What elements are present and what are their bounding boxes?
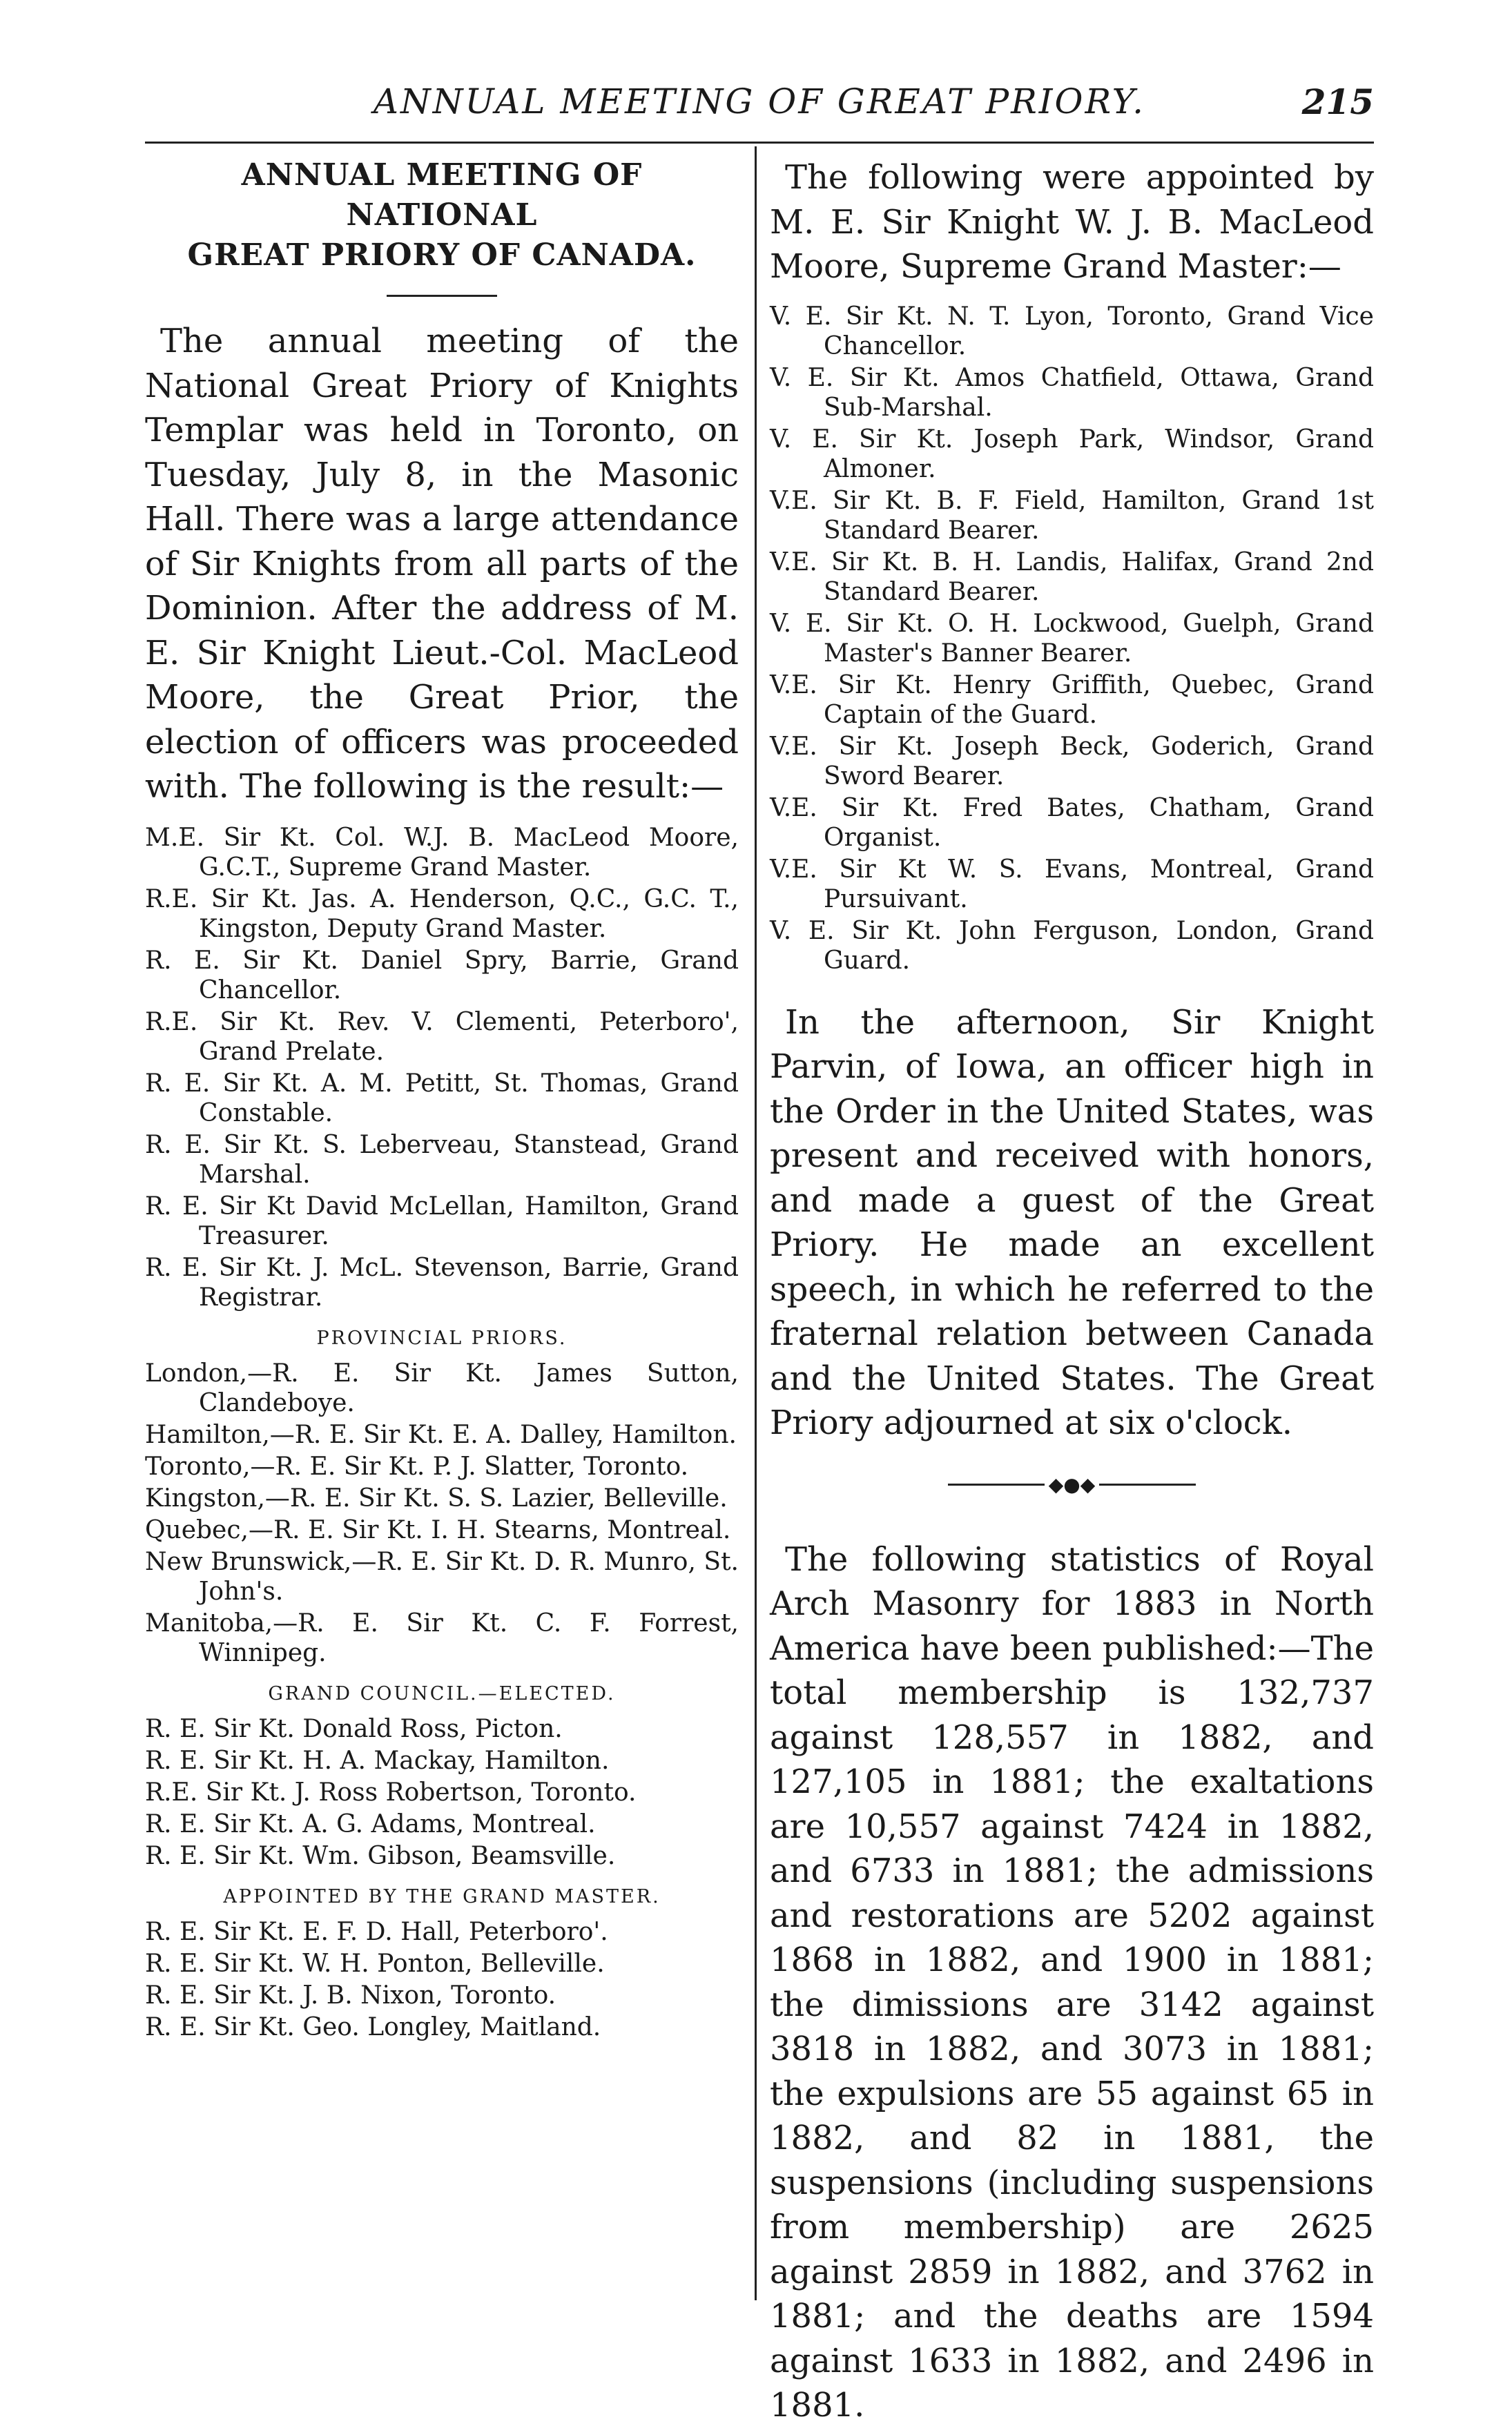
right-column (770, 155, 1374, 2428)
grand-council-heading: GRAND COUNCIL.—ELECTED. (268, 1682, 616, 1705)
appointed-entry: R. E. Sir Kt. J. B. Nixon, Toronto. (145, 1981, 556, 2010)
article-heading-line2: GREAT PRIORY OF CANADA. (187, 237, 697, 273)
provincial-entry: London,—R. E. Sir Kt. James Sutton, Clandeboye. (145, 1359, 739, 1417)
appointed-officer-entry: V.E. Sir Kt. B. H. Landis, Halifax, Grand 2nd Standard Bearer. (770, 547, 1374, 606)
provincial-priors-heading: PROVINCIAL PRIORS. (316, 1327, 568, 1349)
provincial-entry: Manitoba,—R. E. Sir Kt. C. F. Forrest, Winnipeg. (145, 1609, 739, 1667)
appointed-officer-entry: V.E. Sir Kt. Joseph Beck, Goderich, Grand Sword Bearer. (770, 732, 1374, 790)
appointed-entry: R. E. Sir Kt. W. H. Ponton, Belleville. (145, 1949, 605, 1978)
appointed-officers-list (770, 302, 1374, 975)
council-entry: R. E. Sir Kt. A. G. Adams, Montreal. (145, 1809, 596, 1838)
running-title: ANNUAL MEETING OF GREAT PRIORY. (373, 81, 1146, 122)
appointed-officer-entry: V. E. Sir Kt. Amos Chatfield, Ottawa, Grand Sub-Marshal. (770, 363, 1374, 422)
provincial-list (145, 1359, 739, 1668)
officer-entry: R. E. Sir Kt David McLellan, Hamilton, Grand Treasurer. (145, 1192, 739, 1250)
appointed-officer-entry: V. E. Sir Kt. O. H. Lockwood, Guelph, Grand Master's Banner Bearer. (770, 609, 1374, 668)
provincial-entry: New Brunswick,—R. E. Sir Kt. D. R. Munro, St. John's. (145, 1547, 739, 1606)
article-heading (145, 155, 739, 275)
appointments-intro: The following were appointed by M. E. Sir Knight W. J. B. MacLeod Moore, Supreme Grand Master:— (770, 158, 1374, 286)
council-entry: R.E. Sir Kt. J. Ross Robertson, Toronto. (145, 1778, 637, 1807)
page-number: 215 (1301, 81, 1374, 122)
officer-entry: R. E. Sir Kt. A. M. Petitt, St. Thomas, Grand Constable. (145, 1069, 739, 1127)
council-list (145, 1714, 739, 1871)
provincial-entry: Kingston,—R. E. Sir Kt. S. S. Lazier, Belleville. (145, 1484, 728, 1513)
appointed-entry: R. E. Sir Kt. Geo. Longley, Maitland. (145, 2012, 601, 2041)
left-column (145, 155, 739, 2044)
article-heading-line1: ANNUAL MEETING OF NATIONAL (241, 157, 643, 233)
article-intro: The annual meeting of the National Great Priory of Knights Templar was held in Toronto, on Tuesday, July 8, in the Masonic Hall. There was a large attendance of Sir Knights from all parts of the Dominion. After the address of M. E. Sir Knight Lieut.-Col. MacLeod Moore, the Great Prior, the election of officers was proceeded with. The following is the result:— (145, 322, 739, 806)
ornament: ◆●◆ (1048, 1473, 1096, 1496)
officer-entry: M.E. Sir Kt. Col. W.J. B. MacLeod Moore, G.C.T., Supreme Grand Master. (145, 823, 739, 882)
appointed-heading: APPOINTED BY THE GRAND MASTER. (223, 1885, 661, 1907)
officer-entry: R.E. Sir Kt. Rev. V. Clementi, Peterboro', Grand Prelate. (145, 1007, 739, 1066)
provincial-entry: Toronto,—R. E. Sir Kt. P. J. Slatter, Toronto. (145, 1452, 689, 1481)
heading-dash (387, 295, 497, 297)
statistics-paragraph: The following statistics of Royal Arch Masonry for 1883 in North America have been published:—The total membership is 132,737 against 128,557 in 1882, and 127,105 in 1881; the exaltations are 10,557 against 7424 in 1882, and 6733 in 1881; the admissions and restorations are 5202 against 1868 in 1882, and 1900 in 1881; the dimissions are 3142 against 3818 in 1882, and 3073 in 1881; the expulsions are 55 against 65 in 1882, and 82 in 1881, the suspensions (including suspensions from membership) are 2625 against 2859 in 1882, and 3762 in 1881; and the deaths are 1594 against 1633 in 1882, and 2496 in 1881. (770, 1540, 1374, 2425)
section-separator (770, 1473, 1374, 1496)
officer-entry: R. E. Sir Kt. S. Leberveau, Stanstead, Grand Marshal. (145, 1130, 739, 1189)
appointed-list (145, 1917, 739, 2042)
council-entry: R. E. Sir Kt. Donald Ross, Picton. (145, 1714, 563, 1743)
running-header (145, 81, 1374, 130)
appointed-officer-entry: V.E. Sir Kt. Fred Bates, Chatham, Grand Organist. (770, 793, 1374, 852)
appointed-officer-entry: V. E. Sir Kt. N. T. Lyon, Toronto, Grand Vice Chancellor. (770, 302, 1374, 360)
appointed-officer-entry: V. E. Sir Kt. John Ferguson, London, Grand Guard. (770, 916, 1374, 975)
appointed-officer-entry: V.E. Sir Kt. Henry Griffith, Quebec, Grand Captain of the Guard. (770, 670, 1374, 729)
appointed-entry: R. E. Sir Kt. E. F. D. Hall, Peterboro'. (145, 1917, 608, 1946)
afternoon-paragraph: In the afternoon, Sir Knight Parvin, of Iowa, an officer high in the Order in the United States, was present and received with honors, and made a guest of the Great Priory. He made an excellent speech, in which he referred to the fraternal relation between Canada and the United States. The Great Priory adjourned at six o'clock. (770, 1002, 1374, 1442)
header-rule (145, 142, 1374, 144)
appointed-officer-entry: V.E. Sir Kt W. S. Evans, Montreal, Grand Pursuivant. (770, 855, 1374, 913)
appointed-officer-entry: V. E. Sir Kt. Joseph Park, Windsor, Grand Almoner. (770, 425, 1374, 483)
officer-entry: R.E. Sir Kt. Jas. A. Henderson, Q.C., G.C. T., Kingston, Deputy Grand Master. (145, 884, 739, 943)
provincial-entry: Quebec,—R. E. Sir Kt. I. H. Stearns, Montreal. (145, 1515, 731, 1544)
officers-list (145, 823, 739, 1312)
provincial-entry: Hamilton,—R. E. Sir Kt. E. A. Dalley, Hamilton. (145, 1420, 737, 1449)
council-entry: R. E. Sir Kt. H. A. Mackay, Hamilton. (145, 1746, 610, 1775)
appointed-officer-entry: V.E. Sir Kt. B. F. Field, Hamilton, Grand 1st Standard Bearer. (770, 486, 1374, 545)
officer-entry: R. E. Sir Kt. J. McL. Stevenson, Barrie, Grand Registrar. (145, 1253, 739, 1312)
officer-entry: R. E. Sir Kt. Daniel Spry, Barrie, Grand Chancellor. (145, 946, 739, 1004)
column-divider (755, 146, 757, 2300)
council-entry: R. E. Sir Kt. Wm. Gibson, Beamsville. (145, 1841, 616, 1870)
